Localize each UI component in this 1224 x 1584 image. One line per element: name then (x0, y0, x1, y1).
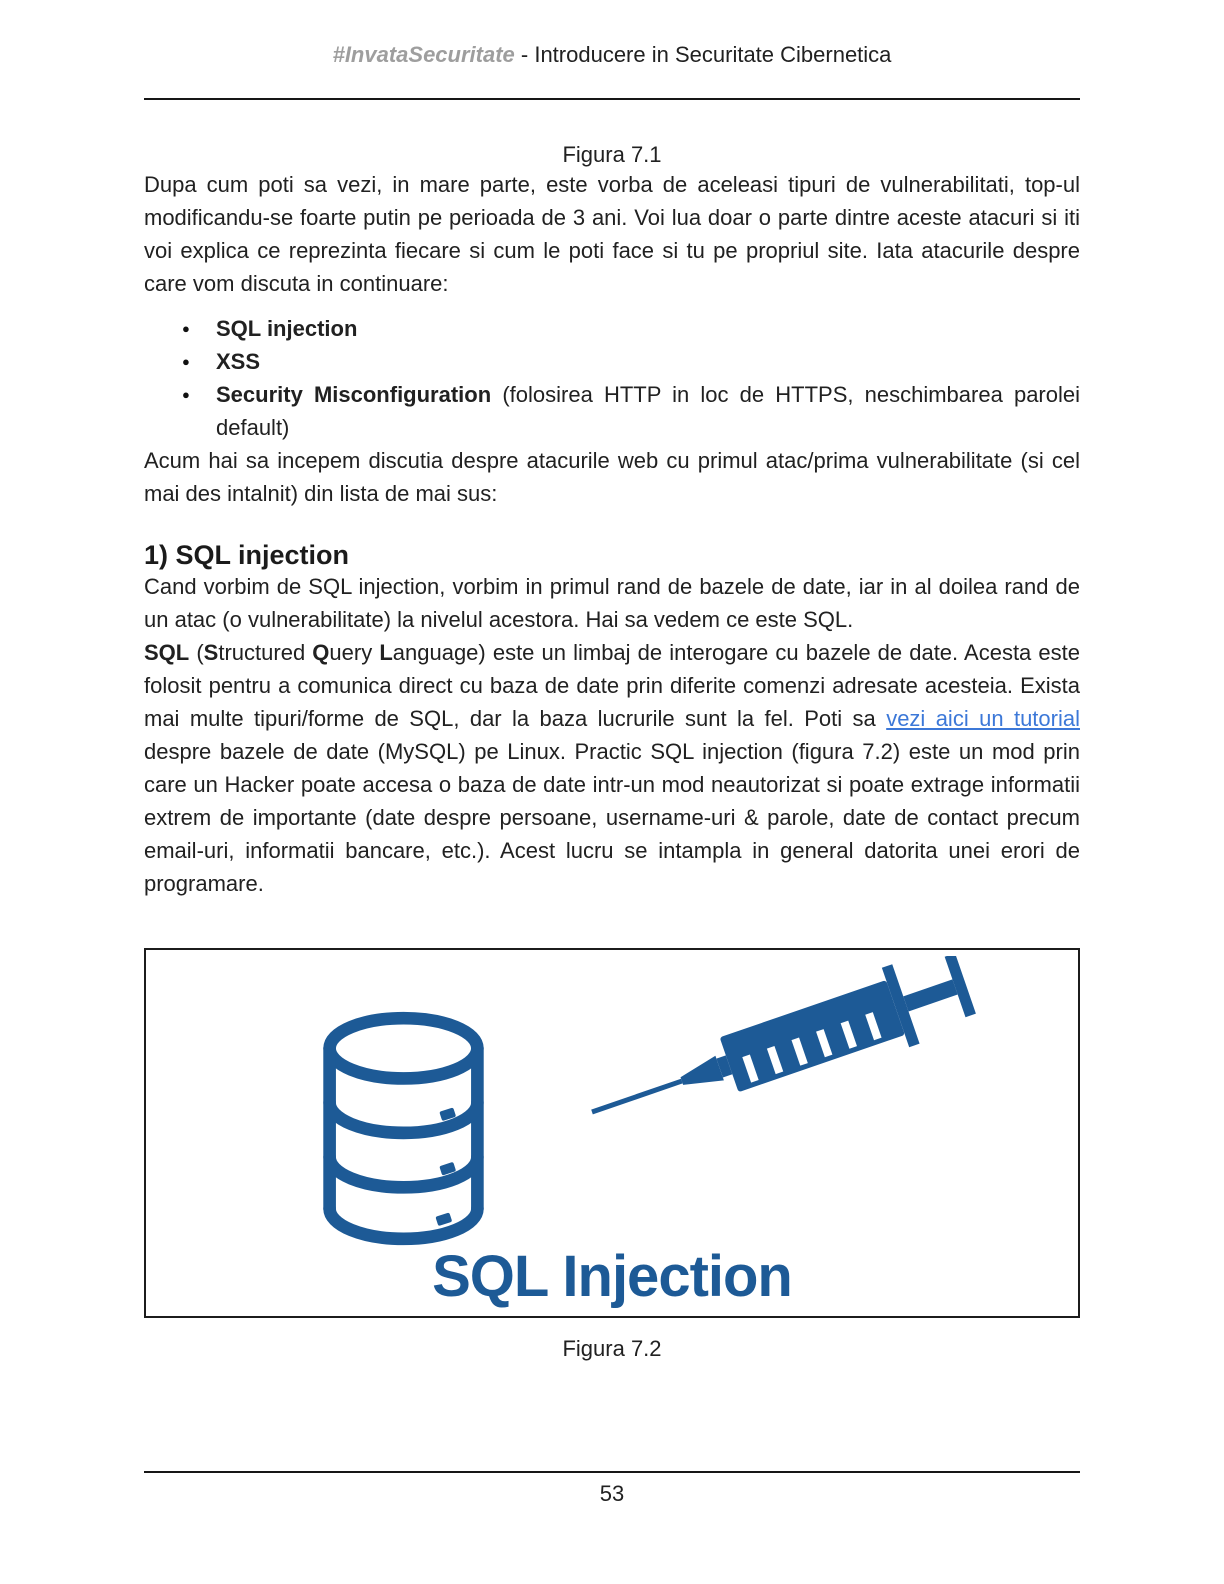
text-segment: anguage) este un limbaj de interogare cu bazele de date. Acesta este folosit pentru a comunica direct cu baza de date prin diferite comenzi adresate acesteia. Exista mai multe tipuri/forme de SQL, dar la baza lucrurile sunt la fel. Poti sa (144, 640, 1080, 731)
list-item (144, 345, 1080, 378)
attack-list (144, 312, 1080, 444)
bullet-icon: ● (182, 321, 190, 336)
figure-7-1-caption: Figura 7.1 (562, 142, 662, 167)
after-list-paragraph: Acum hai sa incepem discutia despre atacurile web cu primul atac/prima vulnerabilitate (si cel mai des intalnit) din lista de mai sus: (144, 448, 1080, 506)
figure-7-2-caption: Figura 7.2 (562, 1336, 662, 1361)
text-segment: Q (312, 640, 330, 665)
footer-divider (144, 1471, 1080, 1473)
header-divider (144, 98, 1080, 100)
page-footer (144, 1471, 1080, 1507)
figure-image-label: SQL Injection (432, 1244, 792, 1309)
intro-paragraph: Dupa cum poti sa vezi, in mare parte, este vorba de aceleasi tipuri de vulnerabilitati, top-ul modificandu-se foarte putin pe perioada de 3 ani. Voi lua doar o parte dintre aceste atacuri si iti voi explica ce reprezinta fiecare si cum le poti face si tu pe propriul site. Iata atacurile despre care vom discuta in continuare: (144, 172, 1080, 296)
text-segment: S (203, 640, 219, 665)
bullet-icon: ● (182, 387, 190, 402)
sql-detail-paragraph (144, 636, 1080, 900)
running-header (144, 0, 1080, 68)
text-segment: uery (329, 640, 380, 665)
list-item (144, 312, 1080, 345)
figure-7-2-image (144, 948, 1080, 1318)
text-segment: tructured (218, 640, 313, 665)
syringe-icon (584, 956, 1046, 1134)
header-title: - Introducere in Securitate Cibernetica (514, 42, 892, 67)
list-item-text (216, 378, 1080, 444)
text-segment: L (379, 640, 393, 665)
list-item-text (216, 312, 1080, 345)
text-segment: SQL injection (216, 316, 358, 341)
section-heading: 1) SQL injection (144, 540, 350, 570)
database-icon (316, 1006, 491, 1251)
text-segment: SQL (144, 640, 190, 665)
brand-hashtag: #InvataSecuritate (332, 42, 515, 67)
tutorial-link[interactable]: vezi aici un tutorial (886, 706, 1080, 731)
page-number: 53 (599, 1481, 625, 1506)
bullet-icon: ● (182, 354, 190, 369)
list-item-text (216, 345, 1080, 378)
text-segment: despre bazele de date (MySQL) pe Linux. Practic SQL injection (figura 7.2) este un mod prin care un Hacker poate accesa o baza de date intr-un mod neautorizat si poate extrage informatii extrem de importante (date despre persoane, username-uri & parole, date de contact precum email-uri, informatii bancare, etc.). Acest lucru se intampla in general datorita unei erori de programare. (144, 739, 1080, 896)
text-segment: XSS (216, 349, 261, 374)
list-item (144, 378, 1080, 444)
text-segment: (folosirea HTTP in loc de HTTPS, neschimbarea parolei default) (216, 382, 1081, 440)
sql-intro-paragraph: Cand vorbim de SQL injection, vorbim in primul rand de bazele de date, iar in al doilea rand de un atac (o vulnerabilitate) la nivelul acestora. Hai sa vedem ce este SQL. (144, 574, 1080, 632)
text-segment: Security Misconfiguration (216, 382, 492, 407)
text-segment: ( (189, 640, 204, 665)
